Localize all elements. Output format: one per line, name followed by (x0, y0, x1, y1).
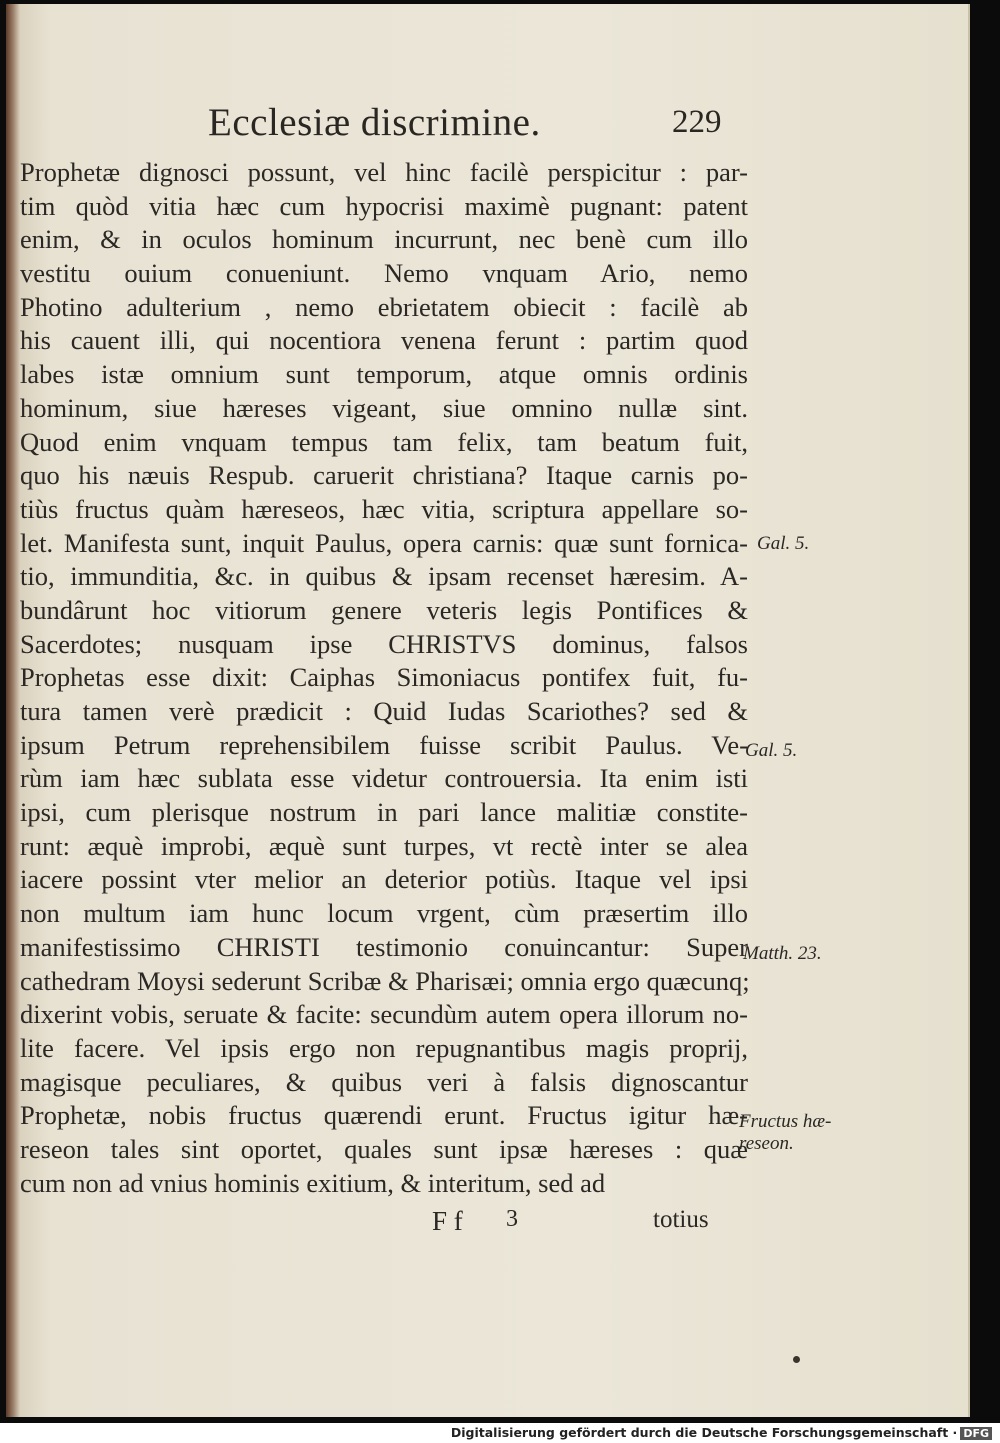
running-title: Ecclesiæ discrimine. (208, 101, 541, 144)
text-line: cum non ad vnius hominis exitium, & interitum, sed ad (20, 1167, 606, 1198)
text-line: Prophetas esse dixit: Caiphas Simoniacus pontifex fuit, fu- (20, 662, 748, 693)
text-line: tiùs fructus quàm hæreseos, hæc vitia, scriptura appellare so- (20, 493, 748, 524)
text-line: non multum iam hunc locum vrgent, cùm præsertim illo (20, 898, 748, 929)
text-line: runt: æquè improbi, æquè sunt turpes, vt rectè inter se alea (20, 830, 748, 861)
text-line: vestitu ouium conueniunt. Nemo vnquam Ario, nemo (20, 258, 748, 289)
text-line: bundârunt hoc vitiorum genere veteris legis Pontifices & (20, 594, 748, 625)
catchword: totius (653, 1206, 709, 1233)
text-line: quo his næuis Respub. caruerit christiana? Itaque carnis po- (20, 460, 748, 491)
text-line: cathedram Moysi sederunt Scribæ & Pharisæi; omnia ergo quæcunq; (20, 965, 750, 996)
text-line: iacere possint vter melior an deterior potiùs. Itaque vel ipsi (20, 864, 748, 895)
page-gutter (6, 4, 20, 1417)
text-line: Photino adulterium , nemo ebrietatem obiecit : facilè ab (20, 291, 748, 322)
page-number: 229 (672, 104, 722, 140)
text-line: tura tamen verè prædicit : Quid Iudas Scariothes? sed & (20, 696, 748, 726)
text-line: his cauent illi, qui nocentiora venena ferunt : partim quod (20, 325, 748, 356)
text-line: rùm iam hæc sublata esse videtur controuersia. Ita enim isti (20, 763, 748, 794)
signature-mark: F f (432, 1206, 463, 1236)
text-line: dixerint vobis, seruate & facite: secundùm autem opera illorum no- (20, 999, 748, 1030)
text-line: tio, immunditia, &c. in quibus & ipsam recenset hæresim. A- (20, 561, 748, 592)
text-line: ipsi, cum plerisque nostrum in pari lance malitiæ constite- (20, 797, 748, 828)
text-line: Prophetæ dignosci possunt, vel hinc facilè perspicitur : par- (20, 157, 748, 187)
text-line: reseon tales sint oportet, quales sunt ipsæ hæreses : quæ (20, 1133, 748, 1164)
text-line: hominum, siue hæreses vigeant, siue omnino nullæ sint. (20, 392, 748, 423)
text-line: let. Manifesta sunt, inquit Paulus, opera carnis: quæ sunt fornica- (20, 527, 748, 558)
marginal-note: Gal. 5. (757, 533, 810, 554)
text-line: labes istæ omnium sunt temporum, atque omnis ordinis (20, 359, 748, 390)
signature-number: 3 (506, 1206, 518, 1232)
footer-text: Digitalisierung gefördert durch die Deutsche Forschungsgemeinschaft · (450, 1425, 958, 1440)
text-line: tim quòd vitia hæc cum hypocrisi maximè pugnant: patent (20, 190, 748, 221)
text-line: Quod enim vnquam tempus tam felix, tam beatum fuit, (20, 426, 748, 457)
text-line: enim, & in oculos hominum incurrunt, nec benè cum illo (20, 224, 748, 255)
text-line: magisque peculiares, & quibus veri à falsis dignoscantur (20, 1066, 748, 1097)
footer-credit (451, 1425, 992, 1440)
text-line: Prophetæ, nobis fructus quærendi erunt. Fructus igitur hæ- (20, 1100, 748, 1131)
text-line: Sacerdotes; nusquam ipse CHRISTVS dominus, falsos (20, 628, 748, 659)
ink-speck (793, 1356, 800, 1363)
marginal-note: Fructus hæ- reseon. (739, 1111, 832, 1154)
body-text (20, 156, 748, 1200)
marginal-note: Matth. 23. (743, 943, 822, 964)
text-line: manifestissimo CHRISTI testimonio conuincantur: Super (20, 931, 748, 962)
dfg-logo: DFG (960, 1427, 992, 1440)
text-line: lite facere. Vel ipsis ergo non repugnantibus magis proprij, (20, 1032, 748, 1063)
marginal-note: Gal. 5. (745, 740, 798, 761)
text-line: ipsum Petrum reprehensibilem fuisse scribit Paulus. Ve- (20, 729, 748, 760)
